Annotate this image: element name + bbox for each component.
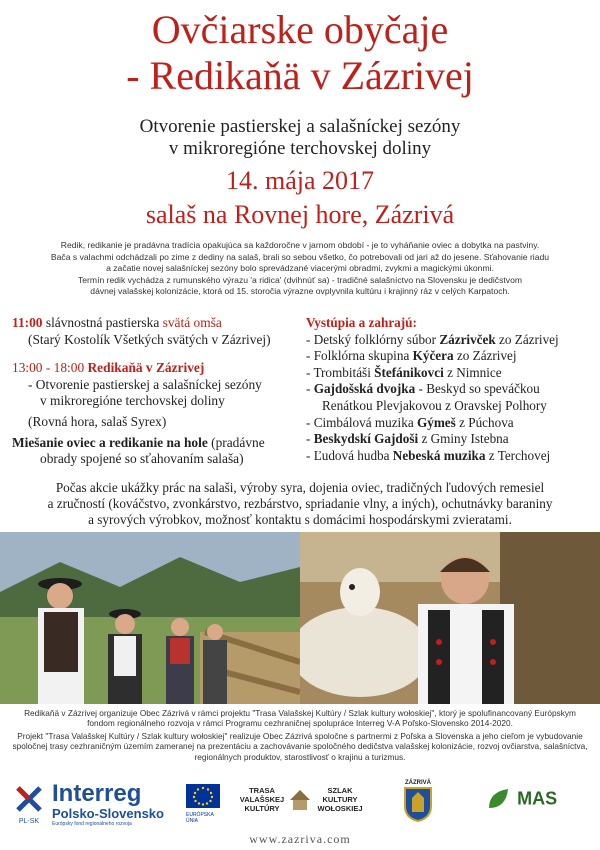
mas-label: MAS <box>517 788 558 809</box>
performer-item: - Detský folklórny súbor Zázrivček zo Zázrivej <box>306 331 559 347</box>
program-item-redikana <box>12 360 304 377</box>
event-date: 14. mája 2017 <box>225 166 375 195</box>
intro-line: a začatie novej salašníckej sezóny bolo sprevádzané viacerými obradmi, zvykmi a magickými úkonmi. <box>106 263 494 273</box>
summary-line: a syrových výrobkov, možnosť kontaktu s domácimi hospodárskymi zvieratami. <box>88 512 512 527</box>
program-highlight: svätá omša <box>162 315 222 330</box>
interreg-subtitle: Polsko-Slovensko <box>52 806 164 821</box>
program-text: slávnostná pastierska <box>42 315 163 330</box>
intro-line: Termín redik vychádza z rumunského výrazu 'a ridica' (dvihnúť sa) - tradičné salašníctvo na Slovensku je dedičstvom <box>77 274 523 285</box>
program-highlight: Miešanie oviec a redikanie na hole <box>12 434 208 450</box>
program-time: 13:00 - 18:00 <box>12 360 88 376</box>
summary-line: a zručností (kováčstvo, zvonkárstvo, rezbárstvo, spriadanie vlny, a iných), ochutnávky baraniny <box>47 496 553 511</box>
website-link[interactable]: www.zazriva.com <box>249 832 351 846</box>
performer-item: - Gajdošská dvojka - Beskyd so speváčkou <box>306 381 540 397</box>
sponsor-logos <box>0 780 600 830</box>
eu-logo <box>186 784 222 824</box>
title-line-2: - Redikaňä v Zázrivej <box>126 53 474 98</box>
program-line: obrady spojené so sťahovaním salaša) <box>40 451 244 467</box>
intro-line: Redik, redikanie je pradávna tradícia opakujúca sa každoročne v jarnom období - je to vyháňanie oviec a dobytka na pastviny. <box>60 240 540 250</box>
performers-heading: Vystúpia a zahrajú: <box>306 315 417 330</box>
program-note: (Rovná hora, salaš Syrex) <box>28 413 167 429</box>
program-column <box>12 315 304 468</box>
intro-paragraph <box>14 240 586 298</box>
performer-item: - Beskydskí Gajdoši z Gminy Istebna <box>306 431 509 447</box>
program-line: - Otvorenie pastierskej a salašníckej sezóny <box>28 376 262 392</box>
eu-flag-icon <box>186 784 220 808</box>
program-item-mixing <box>12 435 304 452</box>
performer-item: - Trombitáši Štefánikovci z Nimnice <box>306 364 502 380</box>
interreg-fund: Európsky fond regionálneho rozvoja <box>52 821 132 827</box>
subtitle-line-2: v mikroregióne terchovskej doliny <box>168 138 432 159</box>
zazriva-label: ZÁZRIVÁ <box>405 780 431 786</box>
intro-line: Bača s valachmi odchádzali po zime z dediny na salaš, brali so sebou všetko, čo potrebovali od jari až do jesene. Sťahovanie riadu <box>50 251 550 262</box>
project-para-2: Projekt "Trasa Valašskej Kultúry / Szlak kultury wołoskiej" realizuje Obec Zázrivá spoločne s partnermi z Poľska a Slovenska a jeho cieľom je vybudovanie spoločnej trasy cezhraničným územím zameranej na prezentáciu a zachovávanie spoločného dedičstva valašskej kolonizácie, rozvoj ovčiarstva, salašníctva, regionálnych produktov, starostlivosť o krajinu a turizmus. <box>12 730 588 762</box>
program-text: (pradávne <box>207 434 265 450</box>
program-time: 11:00 <box>12 315 43 330</box>
project-info <box>12 708 588 762</box>
szlak-line: WOŁOSKIEJ <box>317 804 363 813</box>
performer-item: - Cimbálová muzika Gýmeš z Púchova <box>306 414 514 430</box>
photo-strip <box>0 532 600 704</box>
interreg-wordmark: Interreg <box>52 780 142 807</box>
photo-shepherds <box>0 532 300 704</box>
performer-item-continued: Renátkou Plevjakovou z Oravskej Polhory <box>322 397 547 413</box>
title-line-1: Ovčiarske obyčaje <box>151 7 449 52</box>
trasa-logo <box>236 786 366 826</box>
activities-summary <box>20 480 580 528</box>
trasa-line: TRASA <box>249 786 275 795</box>
photo-shepherd-with-sheep <box>300 532 600 704</box>
intro-line: dávnej valašskej kolonizácie, ktorá od 15. storočia výrazne ovplyvnila kultúru i krajinný ráz v celých Karpatoch. <box>90 286 510 296</box>
program-highlight: Redikaňä v Zázrivej <box>87 360 205 376</box>
mas-logo <box>486 786 576 812</box>
trasa-line: VALAŠSKEJ <box>239 795 285 804</box>
program-line: v mikroregióne terchovskej doliny <box>40 393 225 409</box>
performer-item: - Ľudová hudba Nebeská muzika z Terchovej <box>306 447 551 463</box>
szlak-line: KULTURY <box>322 795 358 804</box>
performers-column <box>306 315 596 464</box>
plsk-icon <box>14 784 44 814</box>
zazriva-logo <box>398 780 438 826</box>
interreg-logo <box>52 782 182 827</box>
plsk-logo <box>14 784 44 824</box>
coat-of-arms-icon <box>403 786 433 822</box>
performer-item: - Folklórna skupina Kýčera zo Zázrivej <box>306 348 517 364</box>
summary-line: Počas akcie ukážky prác na salaši, výroby syra, dojenia oviec, tradičných ľudových remesiel <box>55 480 545 495</box>
hut-icon <box>288 788 312 812</box>
szlak-line: SZLAK <box>327 786 353 795</box>
mas-leaf-icon <box>486 786 512 812</box>
program-item-mass <box>12 315 304 332</box>
trasa-line: KULTÚRY <box>244 804 280 813</box>
eu-label: EURÓPSKA ÚNIA <box>186 812 214 824</box>
subtitle <box>0 116 600 160</box>
subtitle-line-1: Otvorenie pastierskej a salašníckej sezóny <box>139 116 461 137</box>
project-para-1: Redikaňä v Zázrivej organizuje Obec Zázrivá v rámci projektu "Trasa Valašskej Kultúry / Szlak kultury wołoskiej", ktorý je spolufinancovaný Európskym fondom regionálneho rozvoja v rámci Programu cezhraničnej spolupráce Interreg V-A Poľsko-Slovensko 2014-2020. <box>24 708 576 729</box>
program-note: (Starý Kostolík Všetkých svätých v Zázrivej) <box>28 331 271 347</box>
event-place: salaš na Rovnej hore, Zázrivá <box>145 200 455 229</box>
plsk-label: PL-SK <box>18 818 40 825</box>
